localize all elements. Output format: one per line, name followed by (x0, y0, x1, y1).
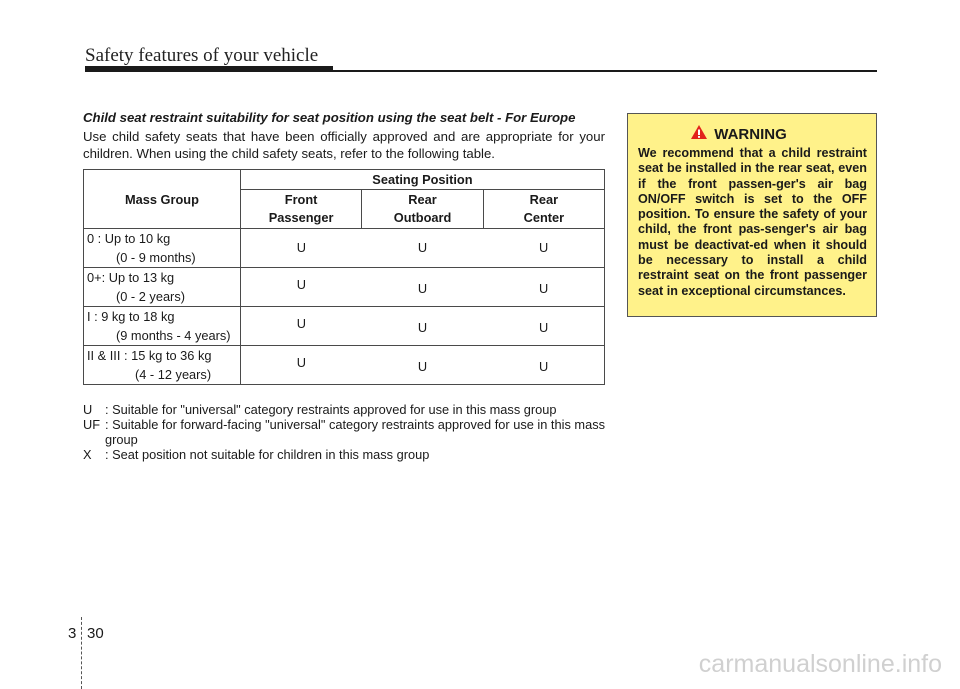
seating-position-header: Seating Position (240, 170, 604, 190)
warning-triangle-icon (690, 124, 708, 145)
value-cell (240, 307, 361, 346)
header-line: Rear (529, 192, 559, 207)
legend-text: : Suitable for "universal" category restraints approved for use in this mass group (105, 402, 557, 417)
value-label: U (538, 320, 549, 335)
mass-group-cell (84, 229, 241, 268)
value-cell (483, 268, 604, 307)
legend-item-u (83, 402, 605, 417)
table-row (84, 229, 605, 268)
age-range: (9 months - 4 years) (116, 328, 231, 343)
warning-title: WARNING (714, 126, 787, 143)
section-title: Child seat restraint suitability for seat position using the seat belt - For Europe (83, 110, 576, 125)
warning-body: We recommend that a child restraint seat be installed in the rear seat, even if the front passen-ger's air bag ON/OFF switch is set to the OFF position. To ensure the safety of your child, the front pas-senger's air bag must be deactivat-ed when it should be necessary to install a child restraint seat on the front passenger seat in exceptional circumstances. (638, 146, 867, 298)
value-label: U (296, 277, 306, 292)
value-label: U (417, 240, 428, 255)
legend-text: : Suitable for forward-facing "universal" category restraints approved for use in this mass group (105, 417, 605, 447)
value-label: U (538, 240, 549, 255)
legend-text: : Seat position not suitable for children in this mass group (105, 447, 430, 462)
value-cell (483, 346, 604, 385)
header-line: Rear (408, 192, 437, 207)
value-label: U (417, 281, 428, 296)
rear-center-header (483, 190, 604, 229)
suitability-table (83, 169, 605, 385)
value-label: U (296, 355, 306, 370)
mass-range: II & III : 15 kg to 36 kg (87, 348, 212, 363)
warning-box (627, 113, 877, 317)
mass-range: I : 9 kg to 18 kg (87, 309, 175, 324)
table-row (84, 268, 605, 307)
header-line: Outboard (393, 210, 452, 225)
age-range: (0 - 9 months) (116, 250, 196, 265)
value-label: U (296, 316, 306, 331)
value-cell (483, 229, 604, 268)
legend-key: U (83, 402, 93, 417)
age-range: (4 - 12 years) (135, 367, 212, 382)
header-line: Passenger (268, 210, 334, 225)
value-label: U (296, 240, 306, 255)
header-title: Safety features of your vehicle (85, 45, 319, 66)
legend-item-x (83, 447, 605, 462)
watermark: carmanualsonline.info (698, 650, 942, 678)
intro-paragraph: Use child safety seats that have been officially approved and are appropriate for your children. When using the child safety seats, refer to the following table. (83, 129, 605, 161)
mass-group-header: Mass Group (84, 170, 241, 229)
value-cell (362, 229, 483, 268)
table-row (84, 307, 605, 346)
legend-key: UF (83, 417, 101, 432)
value-label: U (538, 281, 549, 296)
value-cell (240, 229, 361, 268)
header-line: Center (523, 210, 565, 225)
value-cell (362, 346, 483, 385)
value-cell (483, 307, 604, 346)
value-cell (240, 268, 361, 307)
mass-range: 0+: Up to 13 kg (87, 270, 175, 285)
value-label: U (417, 320, 428, 335)
header-line: Front (284, 192, 318, 207)
mass-group-cell (84, 268, 241, 307)
page-divider (81, 617, 82, 689)
chapter-number: 3 (68, 625, 77, 642)
header-rule-accent (85, 66, 333, 72)
rear-outboard-header (362, 190, 483, 229)
value-cell (362, 268, 483, 307)
warning-header (610, 124, 867, 145)
legend-item-uf (83, 417, 605, 447)
page-number: 30 (87, 625, 104, 642)
value-label: U (417, 359, 428, 374)
value-cell (240, 346, 361, 385)
legend-key: X (83, 447, 92, 462)
mass-group-cell (84, 307, 241, 346)
front-passenger-header (240, 190, 361, 229)
value-cell (362, 307, 483, 346)
value-label: U (538, 359, 549, 374)
legend (83, 402, 605, 462)
table-row (84, 346, 605, 385)
mass-range: 0 : Up to 10 kg (87, 231, 171, 246)
mass-group-cell (84, 346, 241, 385)
age-range: (0 - 2 years) (116, 289, 185, 304)
